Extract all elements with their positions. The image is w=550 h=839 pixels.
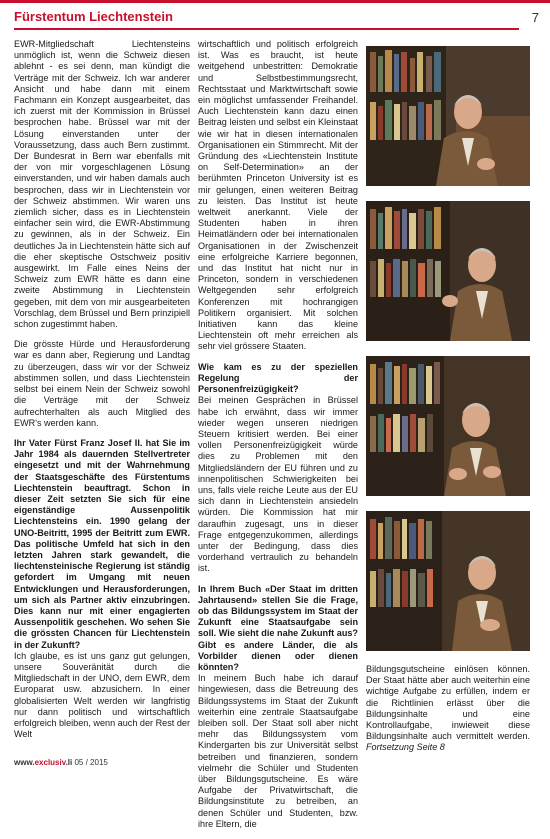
paragraph: Bildungsgutscheine einlösen können. Der Staat hätte aber auch weiterhin eine wichtige Aufgabe zu erfüllen, indem er die Richtlinien erlässt über die Bildungsinhalte und eine Kontrollaufgabe, inwieweit diese Bildungsinhalte auch vermittelt werden.	[366, 664, 530, 742]
interview-question: Wie kam es zu der speziellen Regelung der Personenfreizügigkeit?	[198, 361, 358, 395]
paragraph: Die grösste Hürde und Herausforderung war es dann aber, Regierung und Landtag zu überzeugen, dass wir vor der Schweiz abstimmen sollen, und dass Liechtenstein selbst bei einem Nein der Schweiz sowohl die Verträge mit der Schweiz aufrechterhalten als auch Mitglied des EWR's werden kann.	[14, 339, 190, 428]
portrait-photo-2	[366, 201, 530, 341]
paragraph: EWR-Mitgliedschaft Liechtensteins unmöglich ist, wenn die Schweiz diesen ablehnt - es sei denn, man kündigt die Verträge mit der Schweiz. Ich war anderer Ansicht und habe dann mit einem Fachmann ein Konzept ausgearbeitet, das ich zuerst mit der Kommission in Brüssel besprochen habe. Brüssel war mit der Lösung einverstanden unter der Voraussetzung, dass auch Bern zustimmt. Der Bundesrat in Bern war ebenfalls mit der von mir vorgeschlagenen Lösung einverstanden, und wir haben damals auch besprochen, dass wir in Liechtenstein vor der Schweiz abstimmen. Wir waren uns ziemlich sicher, dass es in Liechtenstein einfacher sein wird, die EWR-Abstimmung zu gewinnen, als in der Schweiz. Ein deutliches Ja in Liechtenstein hätte sich auf die eher skeptische Ostschweiz positiv ausgewirkt. Im Falle eines Neins der Schweiz zum EWR hätte es dann eine zweite Abstimmung in Liechtenstein gegeben, mit dem von mir ausgearbeiteten Vorschlag, dem Brüssel und Bern prinzipiell schon zugestimmt haben.	[14, 39, 190, 330]
portrait-photo-3	[366, 356, 530, 496]
portrait-photo-4	[366, 511, 530, 651]
page-footer	[14, 758, 108, 767]
interview-answer: Ich glaube, es ist uns ganz gut gelungen, unsere Souveränität durch die Mitgliedschaft in der UNO, dem EWR, dem Europarat usw. abzusichern. In einer globalisierten Welt werden wir langfristig nur dann politisch und wirtschaftlich erfolgreich bleiben, wenn auch der Rest der Welt	[14, 650, 190, 740]
interview-question: Ihr Vater Fürst Franz Josef II. hat Sie im Jahr 1984 als dauernden Stellvertreter eingesetzt und mit der Wahrnehmung der Staatsgeschäfte des Fürstentums Liechtenstein beauftragt. Schon in dieser Zeit setzten Sie sich für eine eigenständige Aussenpolitik Liechtensteins ein. 1990 gelang der UNO-Beitritt, 1995 der Beitritt zum EWR. Das politische Umfeld hat sich in den letzten Jahren stark gewandelt, die liechtensteinische Regierung ist ständig gefordert im Umgang mit neuen Entwicklungen und Herausforderungen, um sich als Partner aktiv einzubringen. Dies kann nur mit einer engagierten Aussenpolitik geschehen. Wo sehen Sie die grössten Chancen für Liechtenstein in der Zukunft?	[14, 437, 190, 650]
text-column-1	[14, 39, 190, 749]
footer-url-suffix: .li	[65, 758, 73, 767]
interview-answer: In meinem Buch habe ich darauf hingewiesen, dass die Betreuung des Bildungssystems im Staat der Zukunft weiterhin eine zentrale Staatsaufgabe bleiben soll. Der Staat soll aber nicht mehr das Bildungssystem vom Kindergarten bis zur Universität selbst betreiben und finanzieren, sondern vielmehr die Schüler und Studenten über Bildungsgutscheine. Es wäre Aufgabe der Privatwirtschaft, die Bildungsinstitute zu betreiben, an denen Schüler und Studenten, bzw. ihre Eltern, die	[198, 673, 358, 829]
page-header	[14, 8, 539, 30]
portrait-photo-1	[366, 46, 530, 186]
page-number: 7	[531, 10, 539, 25]
section-title: Fürstentum Liechtenstein	[14, 9, 173, 24]
footer-brand: exclusiv	[34, 758, 66, 767]
continuation-note: Fortsetzung Seite 8	[366, 742, 445, 753]
text-column-2	[198, 39, 358, 839]
footer-url-prefix: www.	[14, 758, 35, 767]
interview-question: In Ihrem Buch «Der Staat im dritten Jahrtausend» stellen Sie die Frage, ob das Bildungssystem im Staat der Zukunft eine Staatsaufgabe sein soll. Wie sieht die nahe Zukunft aus? Gibt es andere Länder, die als Vorbilder dienen oder dienen könnten?	[198, 583, 358, 672]
top-accent-bar	[0, 0, 550, 3]
footer-issue: 05 / 2015	[74, 758, 108, 767]
interview-answer: Bei meinen Gesprächen in Brüssel habe ich erwähnt, dass wir immer wieder wegen unseren niedrigen Steuern kritisiert werden. Bei einer vollen Personenfreizügigkeit würde dies zu Problemen mit den Mitgliedsländern der EU führen und zu innenpolitischen Schwierigkeiten bei uns, falls viele reiche Leute aus der EU sich dann in Liechtenstein ansiedeln würden. Die Kommission hat mir daraufhin zugesagt, uns in dieser Frage entgegenzukommen, allerdings unter der Bedingung, dass dies vorderhand vertraulich zu behandeln ist.	[198, 395, 358, 574]
paragraph: wirtschaftlich und politisch erfolgreich ist. Was es braucht, ist heute weitgehend unbestritten: Demokratie und Selbstbestimmungsrecht, Rechtsstaat und Marktwirtschaft sowie ein möglichst umfassender Freihandel. Auch Liechtenstein kann dazu einen Beitrag leisten und selbst ein Kleinstaat wie wir hat in diesen internationalen Organisationen ein Stimmrecht. Mit der Gründung des «Liechtenstein Institute on Self-Determination» an der berühmten Princeton University ist es mir gelungen, einen weiteren Beitrag zu leisten. Das Institut ist heute weltweit anerkannt. Viele der Studenten haben in ihren Heimatländern oder bei internationalen Organisationen in der Zwischenzeit eine erfolgreiche Karriere begonnen, und das Institut hat nicht nur in Princeton, sondern in verschiedenen Weltgegenden sehr erfolgreich Konferenzen mit hochrangigen Politikern organisiert. Mit solchen Initiativen kann das kleine Liechtenstein oft mehr erreichen als sehr viel grössere Staaten.	[198, 39, 358, 352]
continued-text	[366, 664, 530, 754]
